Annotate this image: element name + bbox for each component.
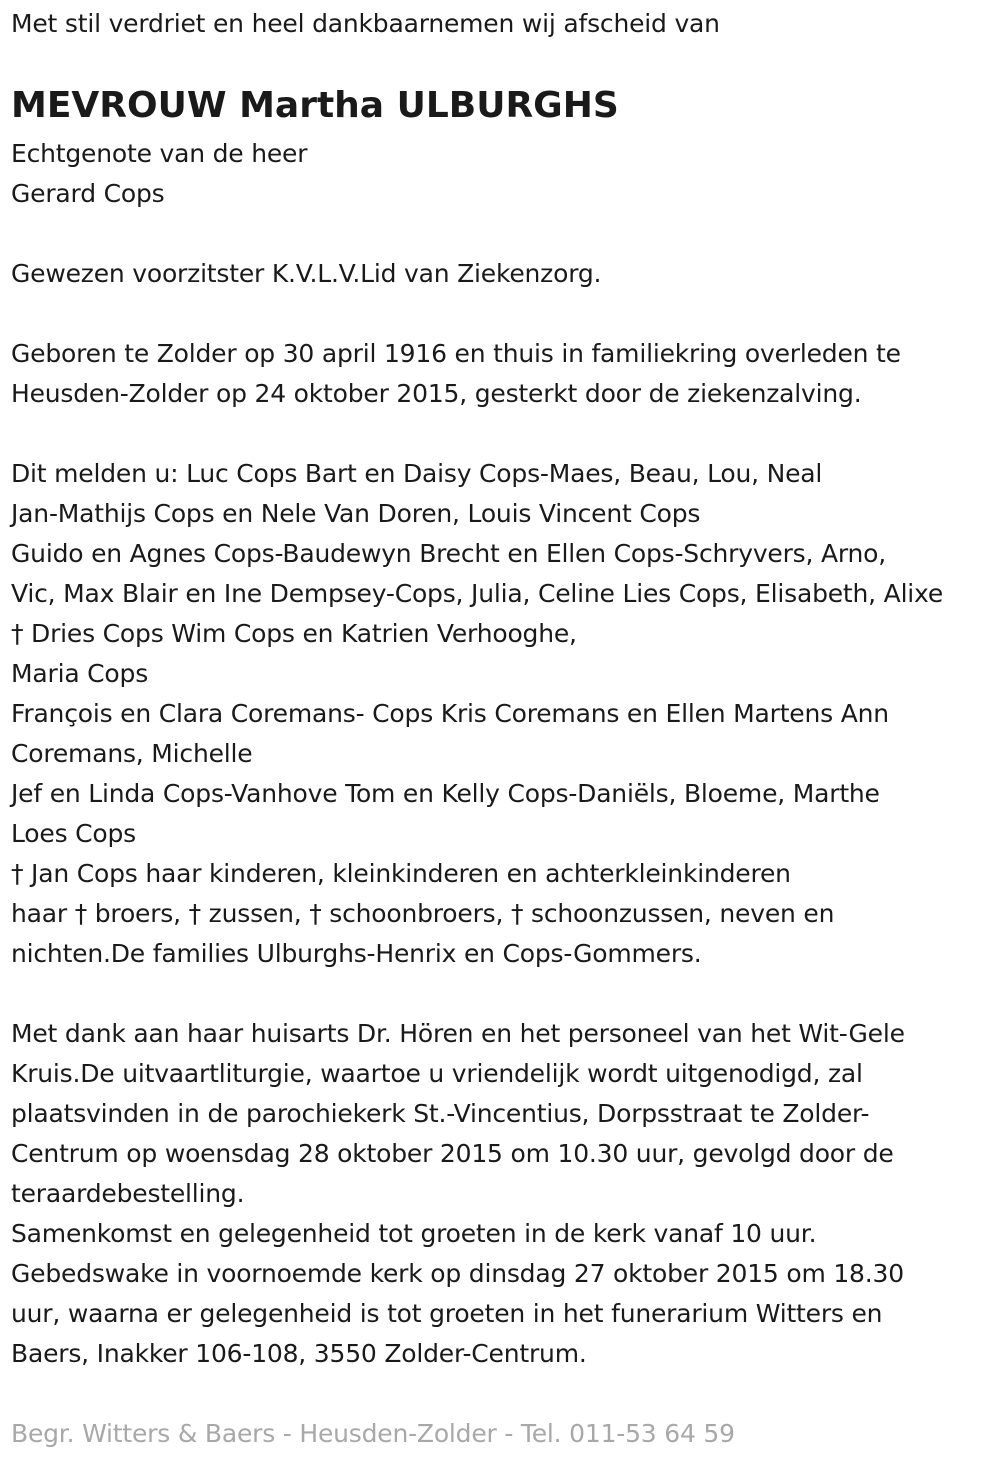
birth-line: Geboren te Zolder op 30 april 1916 en thuis in familiekring overleden te [11,339,901,368]
thanks-line: Met dank aan haar huisarts Dr. Hören en het personeel van het Wit-Gele [11,1019,905,1048]
family-line: Dit melden u: Luc Cops Bart en Daisy Cops-Maes, Beau, Lou, Neal [11,459,823,488]
family-section [11,454,943,974]
family-line: † Jan Cops haar kinderen, kleinkinderen en achterkleinkinderen [11,859,791,888]
thanks-line: Gebedswake in voornoemde kerk op dinsdag 27 oktober 2015 om 18.30 [11,1259,904,1288]
family-line: nichten.De families Ulburghs-Henrix en Cops-Gommers. [11,939,702,968]
spouse-line: Gerard Cops [11,179,165,208]
role-line: Gewezen voorzitster K.V.L.V.Lid van Ziekenzorg. [11,259,602,288]
family-line: Maria Cops [11,659,149,688]
family-line: Jef en Linda Cops-Vanhove Tom en Kelly Cops-Daniëls, Bloeme, Marthe [11,779,880,808]
spouse-section [11,134,307,214]
family-line: François en Clara Coremans- Cops Kris Coremans en Ellen Martens Ann [11,699,889,728]
family-line: Coremans, Michelle [11,739,253,768]
family-line: Guido en Agnes Cops-Baudewyn Brecht en Ellen Cops-Schryvers, Arno, [11,539,887,568]
thanks-line: Centrum op woensdag 28 oktober 2015 om 10.30 uur, gevolgd door de [11,1139,894,1168]
thanks-line: Baers, Inakker 106-108, 3550 Zolder-Centrum. [11,1339,587,1368]
thanks-line: uur, waarna er gelegenheid is tot groeten in het funerarium Witters en [11,1299,883,1328]
thanks-line: Kruis.De uitvaartliturgie, waartoe u vriendelijk wordt uitgenodigd, zal [11,1059,863,1088]
deceased-name: MEVROUW Martha ULBURGHS [11,85,619,126]
thanks-line: Samenkomst en gelegenheid tot groeten in de kerk vanaf 10 uur. [11,1219,817,1248]
funeral-home-footer: Begr. Witters & Baers - Heusden-Zolder - Tel. 011-53 64 59 [11,1419,735,1448]
family-line: Jan-Mathijs Cops en Nele Van Doren, Louis Vincent Cops [11,499,701,528]
spouse-line: Echtgenote van de heer [11,139,308,168]
thanks-line: teraardebestelling. [11,1179,245,1208]
role-section [11,254,601,294]
family-line: Vic, Max Blair en Ine Dempsey-Cops, Julia, Celine Lies Cops, Elisabeth, Alixe [11,579,944,608]
family-line: Loes Cops [11,819,136,848]
intro-text: Met stil verdriet en heel dankbaarnemen wij afscheid van [11,9,720,38]
birth-line: Heusden-Zolder op 24 oktober 2015, gesterkt door de ziekenzalving. [11,379,862,408]
family-line: haar † broers, † zussen, † schoonbroers, † schoonzussen, neven en [11,899,835,928]
family-line: † Dries Cops Wim Cops en Katrien Verhooghe, [11,619,577,648]
thanks-line: plaatsvinden in de parochiekerk St.-Vincentius, Dorpsstraat te Zolder- [11,1099,870,1128]
birth-section [11,334,901,414]
thanks-section [11,1014,905,1374]
